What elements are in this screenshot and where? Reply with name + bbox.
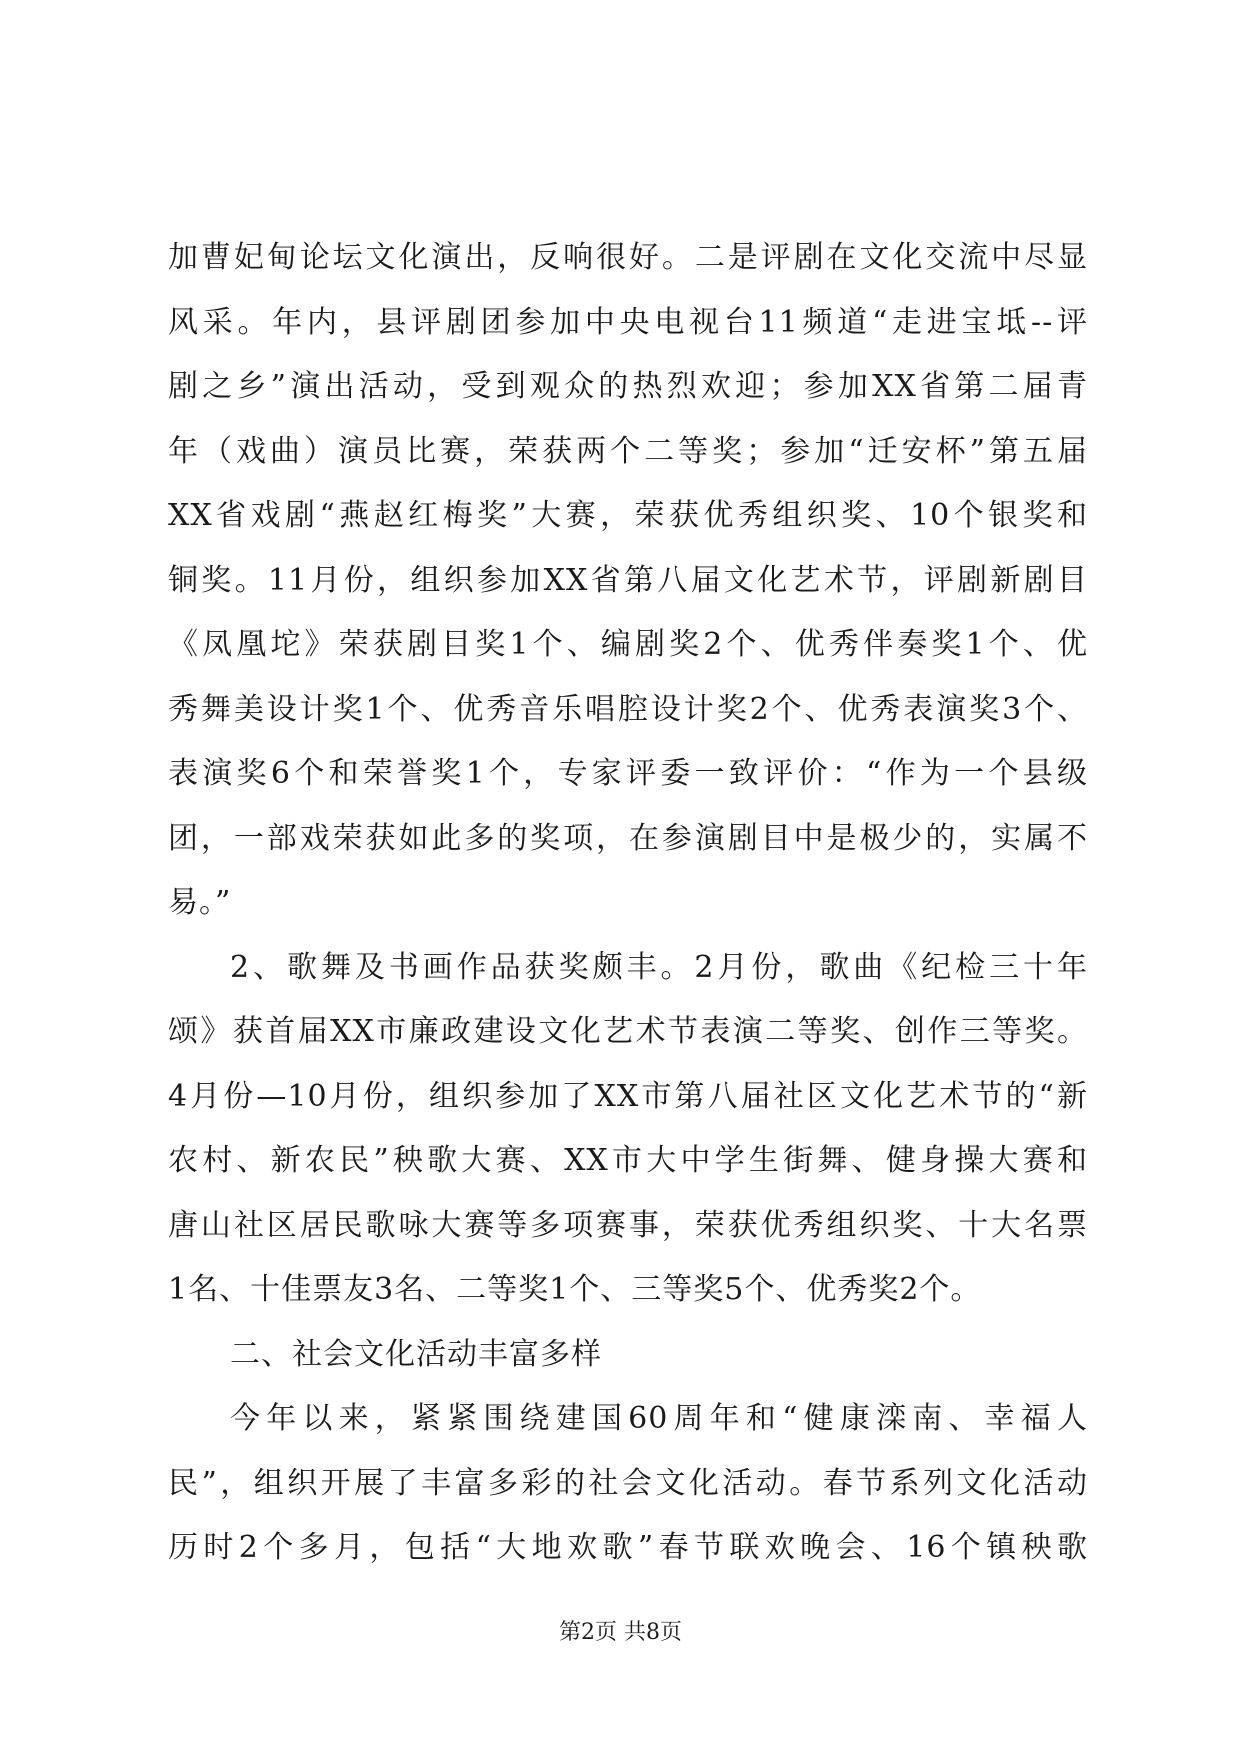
text-line: 农村、新农民”秧歌大赛、XX市大中学生街舞、健身操大赛和 — [168, 1143, 1088, 1178]
text-line: 今年以来，紧紧围绕建国60周年和“健康滦南、幸福人 — [230, 1401, 1088, 1436]
text-line: 秀舞美设计奖1个、优秀音乐唱腔设计奖2个、优秀表演奖3个、 — [168, 691, 1088, 727]
text-line: 易。” — [168, 885, 232, 920]
text-line: 唐山社区居民歌咏大赛等多项赛事，荣获优秀组织奖、十大名票 — [168, 1207, 1088, 1243]
text-line: XX省戏剧“燕赵红梅奖”大赛，荣获优秀组织奖、10个银奖和 — [168, 498, 1088, 533]
text-line: 2、歌舞及书画作品获奖颇丰。2月份，歌曲《纪检三十年 — [230, 949, 1088, 985]
text-line: 4月份—10月份，组织参加了XX市第八届社区文化艺术节的“新 — [168, 1078, 1088, 1114]
text-line: 铜奖。11月份，组织参加XX省第八届文化艺术节，评剧新剧目 — [168, 562, 1088, 598]
text-line: 剧之乡”演出活动，受到观众的热烈欢迎；参加XX省第二届青 — [168, 369, 1088, 404]
page-number-footer: 第2页 共8页 — [559, 1620, 682, 1645]
text-line: 表演奖6个和荣誉奖1个，专家评委一致评价：“作为一个县级 — [168, 756, 1088, 791]
text-line: 风采。年内，县评剧团参加中央电视台11频道“走进宝坻--评 — [168, 304, 1088, 340]
text-line: 团，一部戏荣获如此多的奖项，在参演剧目中是极少的，实属不 — [168, 820, 1088, 856]
body-text — [168, 226, 1088, 1581]
text-line: 历时2个多月，包括“大地欢歌”春节联欢晚会、16个镇秧歌 — [168, 1530, 1088, 1565]
section-heading: 二、社会文化活动丰富多样 — [230, 1336, 602, 1372]
text-line: 民”，组织开展了丰富多彩的社会文化活动。春节系列文化活动 — [168, 1465, 1088, 1501]
text-line: 《凤凰坨》荣获剧目奖1个、编剧奖2个、优秀伴奏奖1个、优 — [168, 627, 1088, 662]
text-line: 1名、十佳票友3名、二等奖1个、三等奖5个、优秀奖2个。 — [168, 1272, 982, 1307]
text-line: 加曹妃甸论坛文化演出，反响很好。二是评剧在文化交流中尽显 — [168, 240, 1088, 275]
text-line: 年（戏曲）演员比赛，荣获两个二等奖；参加“迁安杯”第五届 — [168, 433, 1088, 469]
text-line: 颂》获首届XX市廉政建设文化艺术节表演二等奖、创作三等奖。 — [168, 1014, 1088, 1049]
